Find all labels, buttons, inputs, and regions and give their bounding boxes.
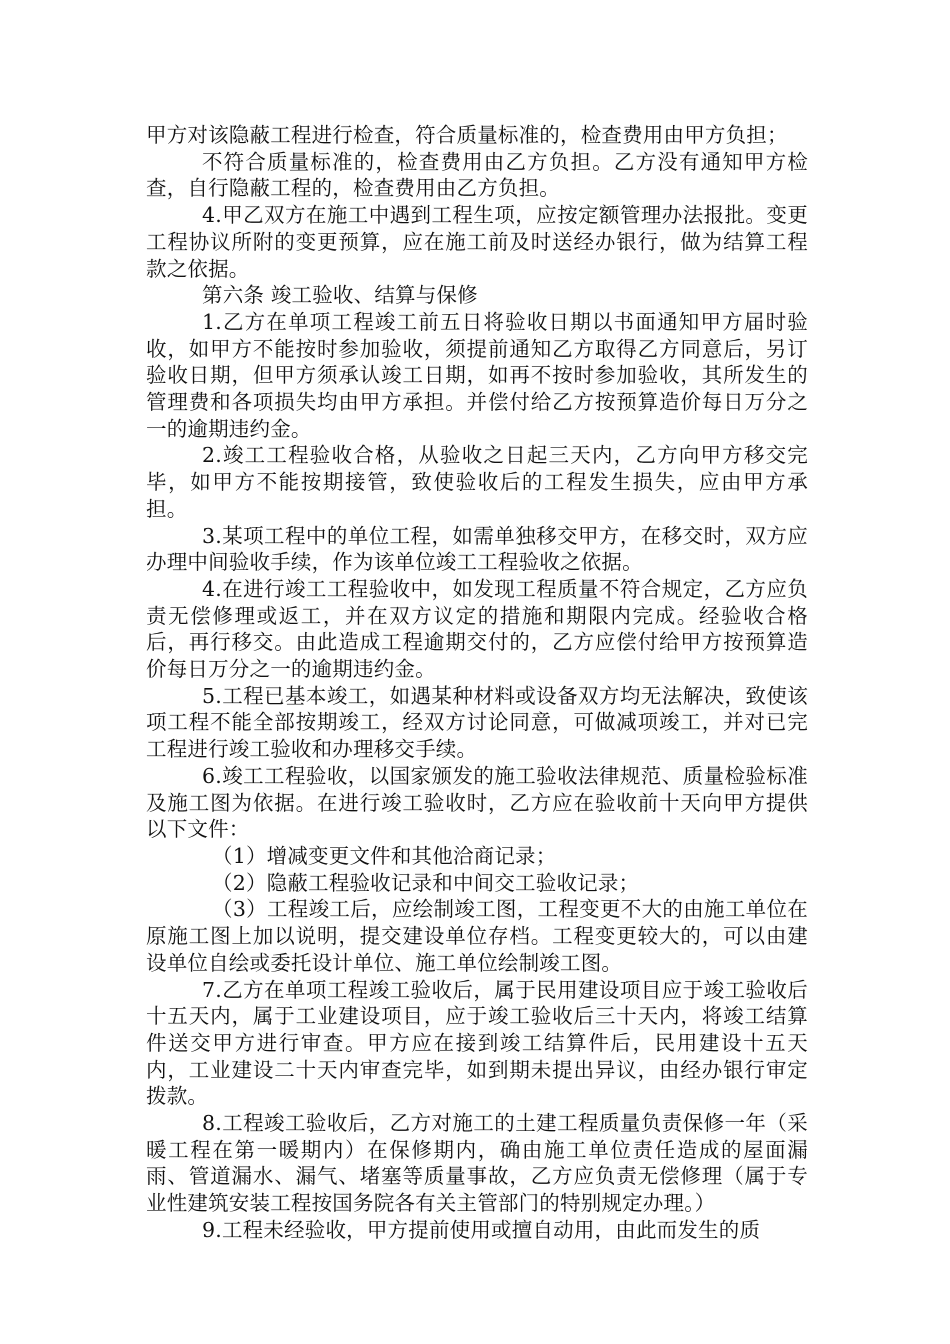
paragraph-clause-8-warranty: 8.工程竣工验收后，乙方对施工的土建工程质量负责保修一年（采暖工程在第一暖期内）在保修期内，确由施工单位责任造成的屋面漏雨、管道漏水、漏气、堵塞等质量事故，乙方应负责无偿修理（属于专业性建筑安装工程按国务院各有关主管部门的特别规定办理。） <box>146 1111 808 1216</box>
paragraph-clause-1-acceptance-date: 1.乙方在单项工程竣工前五日将验收日期以书面通知甲方届时验收，如甲方不能按时参加验收，须提前通知乙方取得乙方同意后，另订验收日期，但甲方须承认竣工日期，如再不按时参加验收，其所发生的管理费和各项损失均由甲方承担。并偿付给乙方按预算造价每日万分之一的逾期违约金。 <box>146 309 808 441</box>
list-item-document-3: （3）工程竣工后，应绘制竣工图，工程变更不大的由施工单位在原施工图上加以说明，提交建设单位存档。工程变更较大的，可以由建设单位自绘或委托设计单位、施工单位绘制竣工图。 <box>146 897 808 975</box>
paragraph-clause-6-documents: 6.竣工工程验收，以国家颁发的施工验收法律规范、质量检验标准及施工图为依据。在进行竣工验收时，乙方应在验收前十天向甲方提供以下文件： <box>146 763 808 842</box>
list-item-document-1: （1）增减变更文件和其他洽商记录； <box>212 843 557 868</box>
paragraph-clause-3-unit-works: 3.某项工程中的单位工程，如需单独移交甲方，在移交时，双方应办理中间验收手续，作为该单位竣工工程验收之依据。 <box>146 523 808 575</box>
paragraph-clause-9-early-use: 9.工程未经验收，甲方提前使用或擅自动用，由此而发生的质 <box>202 1217 761 1242</box>
paragraph-inspection-cost: 甲方对该隐蔽工程进行检查，符合质量标准的，检查费用由甲方负担； <box>146 123 788 147</box>
document-body <box>146 122 808 1244</box>
article-6-heading: 第六条 竣工验收、结算与保修 <box>202 283 478 308</box>
list-item-document-2: （2）隐蔽工程验收记录和中间交工验收记录； <box>212 870 640 895</box>
paragraph-clause-5-partial-completion: 5.工程已基本竣工，如遇某种材料或设备双方均无法解决，致使该项工程不能全部按期竣工，经双方讨论同意，可做减项竣工，并对已完工程进行竣工验收和办理移交手续。 <box>146 683 808 762</box>
paragraph-nonconforming-cost: 不符合质量标准的，检查费用由乙方负担。乙方没有通知甲方检查，自行隐蔽工程的，检查费用由乙方负担。 <box>146 149 808 201</box>
paragraph-clause-7-settlement: 7.乙方在单项工程竣工验收后，属于民用建设项目应于竣工验收后十五天内，属于工业建设项目，应于竣工验收后三十天内，将竣工结算件送交甲方进行审查。甲方应在接到竣工结算件后，民用建设十五天内，工业建设二十天内审查完毕，如到期未提出异议，由经办银行审定拨款。 <box>146 977 808 1109</box>
paragraph-clause-4-quality: 4.在进行竣工工程验收中，如发现工程质量不符合规定，乙方应负责无偿修理或返工，并在双方议定的措施和期限内完成。经验收合格后，再行移交。由此造成工程逾期交付的，乙方应偿付给甲方按预算造价每日万分之一的逾期违约金。 <box>146 576 808 682</box>
paragraph-clause-4-changes: 4.甲乙双方在施工中遇到工程生项，应按定额管理办法报批。变更工程协议所附的变更预算，应在施工前及时送经办银行，做为结算工程款之依据。 <box>146 203 808 281</box>
paragraph-clause-2-handover: 2.竣工工程验收合格，从验收之日起三天内，乙方向甲方移交完毕，如甲方不能按期接管，致使验收后的工程发生损失，应由甲方承担。 <box>146 443 808 521</box>
